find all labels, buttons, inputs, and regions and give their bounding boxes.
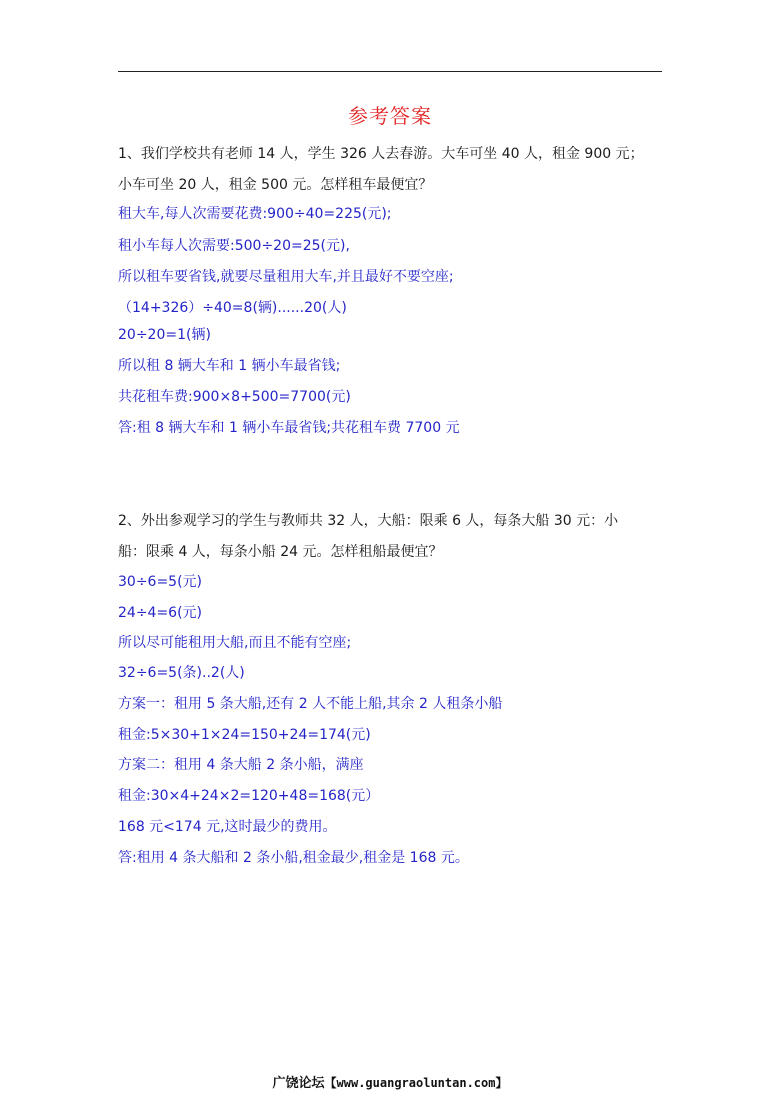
problem-2-answer-line-1: 30÷6=5(元) xyxy=(118,574,203,590)
header-rule xyxy=(118,71,662,72)
page-title: 参考答案 xyxy=(348,104,432,128)
problem-1-answer-line-6: 所以租 8 辆大车和 1 辆小车最省钱; xyxy=(118,358,341,374)
problem-1-answer-line-5: 20÷20=1(辆) xyxy=(118,327,211,343)
problem-1-answer-line-4: （14+326）÷40=8(辆)......20(人) xyxy=(118,300,347,316)
problem-1-question-line-2: 小车可坐 20 人，租金 500 元。怎样租车最便宜？ xyxy=(118,177,433,193)
problem-2-answer-line-7: 方案二：租用 4 条大船 2 条小船，满座 xyxy=(118,757,364,773)
problem-2-answer-line-9: 168 元<174 元,这时最少的费用。 xyxy=(118,819,337,835)
footer-brand: 广饶论坛 xyxy=(272,1076,325,1091)
problem-2-answer-line-3: 所以尽可能租用大船,而且不能有空座; xyxy=(118,635,352,651)
problem-2-answer-line-8: 租金:30×4+24×2=120+48=168(元） xyxy=(118,788,380,804)
problem-2-answer-line-6: 租金:5×30+1×24=150+24=174(元) xyxy=(118,727,371,743)
page-footer xyxy=(0,1072,780,1091)
problem-1-answer-line-8: 答:租 8 辆大车和 1 辆小车最省钱;共花租车费 7700 元 xyxy=(118,420,460,436)
problem-1-question-line-1: 1、我们学校共有老师 14 人，学生 326 人去春游。大车可坐 40 人，租金 900 元； xyxy=(118,146,644,162)
problem-1-answer-line-2: 租小车每人次需要:500÷20=25(元), xyxy=(118,238,350,254)
problem-2-question-line-1: 2、外出参观学习的学生与教师共 32 人，大船：限乘 6 人，每条大船 30 元：小 xyxy=(118,513,619,529)
footer-site-link[interactable]: 【www.guangraoluntan.com】 xyxy=(324,1076,508,1090)
problem-2-answer-line-2: 24÷4=6(元) xyxy=(118,605,203,621)
problem-2-answer-line-10: 答:租用 4 条大船和 2 条小船,租金最少,租金是 168 元。 xyxy=(118,850,469,866)
problem-2-answer-line-4: 32÷6=5(条)..2(人) xyxy=(118,665,245,681)
problem-2-answer-line-5: 方案一：租用 5 条大船,还有 2 人不能上船,其余 2 人租条小船 xyxy=(118,696,503,712)
problem-1-answer-line-3: 所以租车要省钱,就要尽量租用大车,并且最好不要空座; xyxy=(118,269,454,285)
problem-1-answer-line-7: 共花租车费:900×8+500=7700(元) xyxy=(118,389,351,405)
problem-1-answer-line-1: 租大车,每人次需要花费:900÷40=225(元); xyxy=(118,206,392,222)
problem-2-question-line-2: 船：限乘 4 人，每条小船 24 元。怎样租船最便宜？ xyxy=(118,544,443,560)
